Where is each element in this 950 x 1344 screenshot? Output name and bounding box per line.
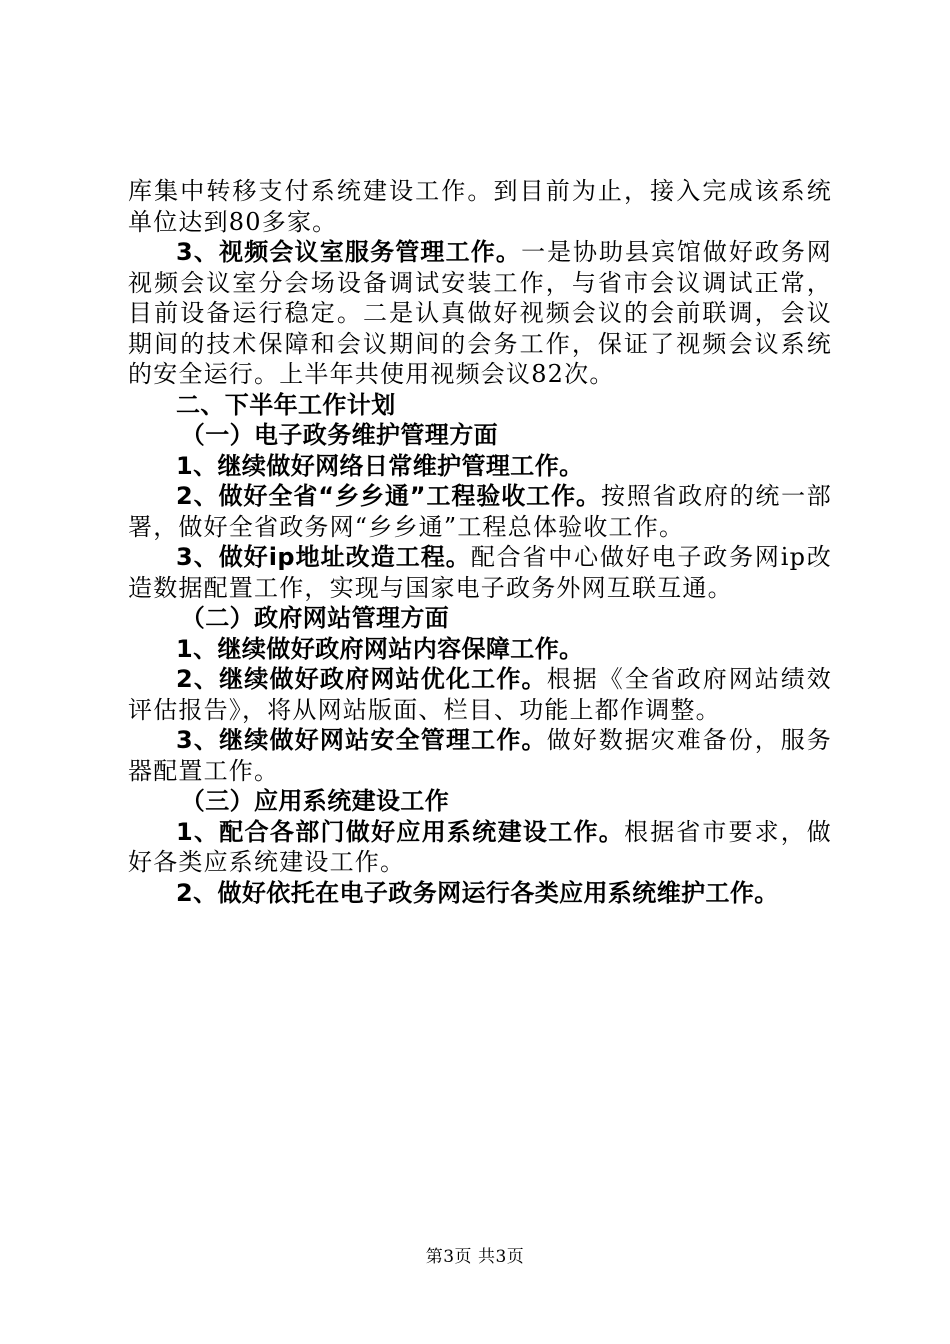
- item-lead: 2、继续做好政府网站优化工作。: [176, 665, 547, 693]
- item-text: 根据省市要求，做好各类应系统建设工作。: [128, 817, 832, 876]
- subsection-heading-egov: （一）电子政务维护管理方面: [180, 421, 498, 449]
- subsection-heading-apps: （三）应用系统建设工作: [180, 787, 450, 815]
- item-text: 做好数据灾难备份，服务器配置工作。: [128, 726, 833, 785]
- item-lead: 3、继续做好网站安全管理工作。: [176, 726, 547, 754]
- list-item: [128, 481, 832, 542]
- paragraph-text: 库集中转移支付系统建设工作。到目前为止，接入完成该系统单位达到80多家。: [128, 177, 832, 236]
- subsection-heading-website: （二）政府网站管理方面: [180, 604, 450, 632]
- item-lead: 3、做好ip地址改造工程。: [176, 543, 471, 571]
- document-body: [128, 176, 832, 908]
- paragraph-video-conference: [128, 237, 832, 390]
- item-text: 配合省中心做好电子政务网ip改造数据配置工作，实现与国家电子政务外网互联互通。: [128, 543, 832, 602]
- list-item: [128, 817, 832, 878]
- section-heading-plan: 二、下半年工作计划: [176, 390, 396, 419]
- list-item: [128, 725, 832, 786]
- list-item: [128, 664, 832, 725]
- item-lead: 1、配合各部门做好应用系统建设工作。: [176, 817, 625, 846]
- item-text: 按照省政府的统一部署，做好全省政务网“乡乡通”工程总体验收工作。: [128, 482, 832, 541]
- list-item: [128, 634, 832, 665]
- list-item: [128, 451, 832, 482]
- page-number-label: 第3页 共3页: [425, 1247, 525, 1267]
- paragraph-text: 一是协助县宾馆做好政务网视频会议室分会场设备调试安装工作，与省市会议调试正常，目前设备运行稳定。二是认真做好视频会议的会前联调，会议期间的技术保障和会议期间的会务工作，保证了视频会议系统的安全运行。上半年共使用视频会议82次。: [128, 238, 832, 388]
- item-text: 根据《全省政府网站绩效评估报告》，将从网站版面、栏目、功能上都作调整。: [128, 665, 833, 724]
- item-lead: 2、做好依托在电子政务网运行各类应用系统维护工作。: [176, 878, 779, 907]
- item-lead: 1、继续做好政府网站内容保障工作。: [176, 634, 584, 663]
- item-lead: 1、继续做好网络日常维护管理工作。: [176, 451, 584, 480]
- page-footer: [0, 1242, 950, 1267]
- list-item: [128, 878, 832, 909]
- item-lead: 2、做好全省“乡乡通”工程验收工作。: [176, 482, 601, 510]
- paragraph-lead: 3、视频会议室服务管理工作。: [176, 238, 522, 266]
- paragraph-continuation: [128, 176, 832, 237]
- list-item: [128, 542, 832, 603]
